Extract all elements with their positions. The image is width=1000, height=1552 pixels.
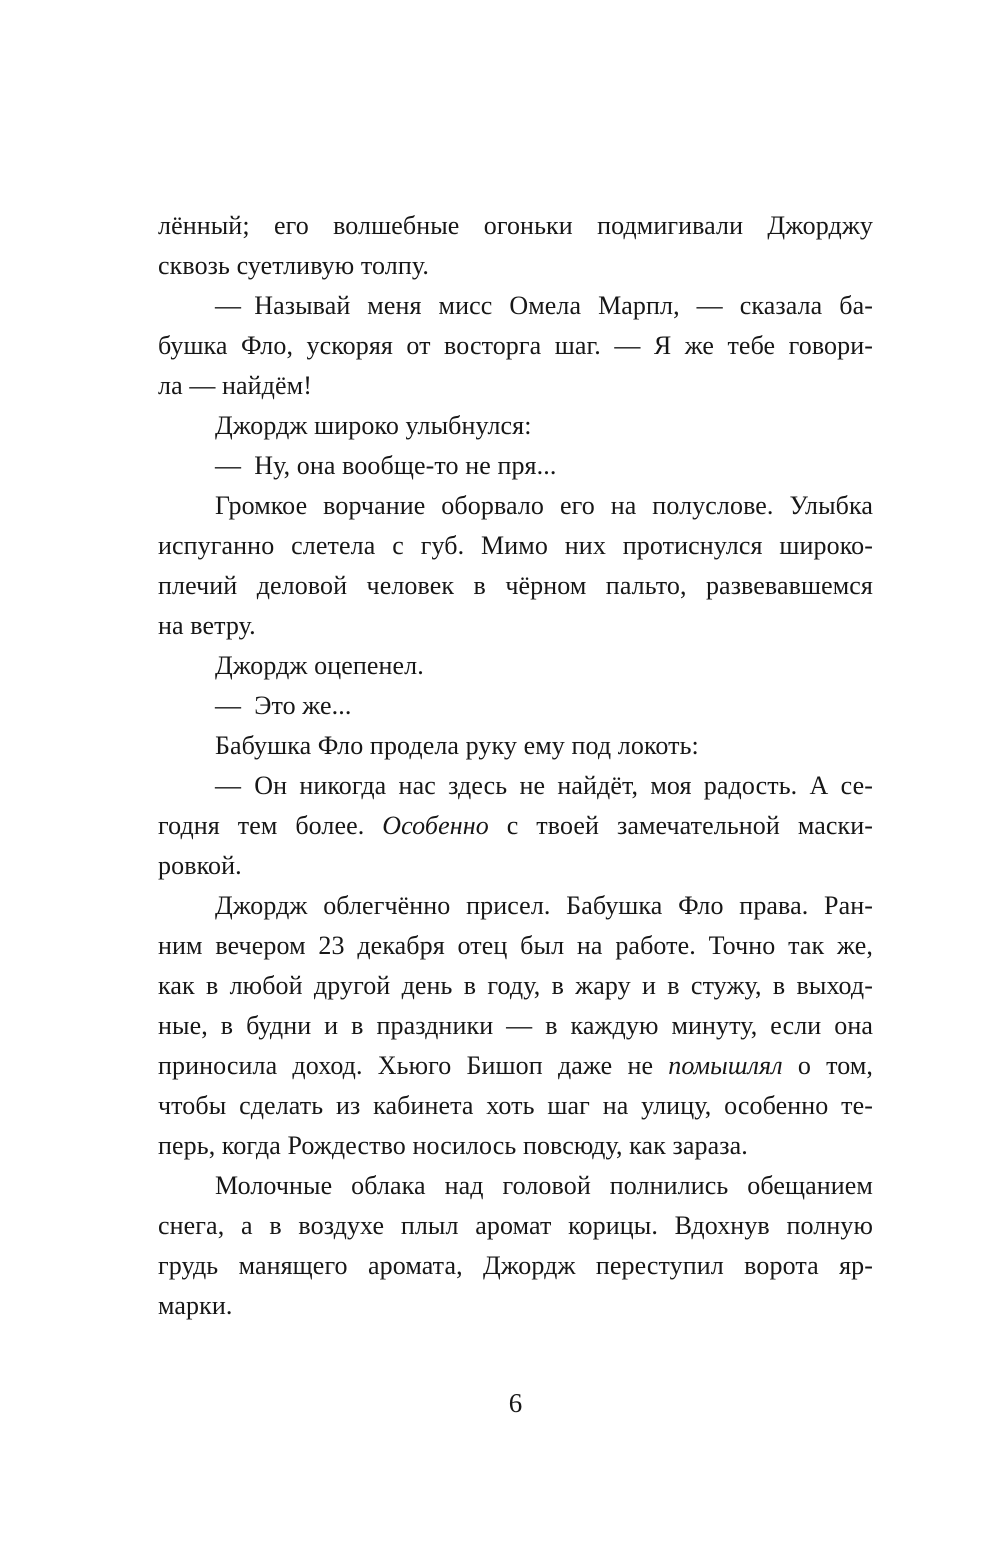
text-segment: чтобы сделать из кабинета хоть шаг на улицу, особенно те-	[158, 1091, 873, 1120]
text-segment: перь, когда Рождество носилось повсюду, как зараза.	[158, 1131, 748, 1160]
text-line	[158, 206, 873, 246]
text-line	[158, 1206, 873, 1246]
italic-text-segment: помышлял	[668, 1051, 783, 1080]
text-segment: — Это же...	[215, 691, 352, 720]
text-line	[158, 726, 873, 766]
text-segment: Джордж облегчённо присел. Бабушка Фло права. Ран-	[215, 891, 873, 920]
text-line	[158, 1166, 873, 1206]
text-segment: марки.	[158, 1291, 233, 1320]
text-segment: с твоей замечательной маски-	[488, 811, 873, 840]
text-segment: — Он никогда нас здесь не найдёт, моя радость. А се-	[215, 771, 873, 800]
text-line	[158, 1246, 873, 1286]
text-line	[158, 606, 873, 646]
italic-text-segment: Особенно	[382, 811, 489, 840]
text-line	[158, 406, 873, 446]
text-segment: годня тем более.	[158, 811, 383, 840]
text-segment: Джордж широко улыбнулся:	[215, 411, 532, 440]
text-segment: приносила доход. Хьюго Бишоп даже не	[158, 1051, 669, 1080]
text-line	[158, 366, 873, 406]
page-number: 6	[508, 1388, 523, 1418]
text-line	[158, 566, 873, 606]
text-line	[158, 446, 873, 486]
text-segment: ним вечером 23 декабря отец был на работе. Точно так же,	[158, 931, 873, 960]
text-line	[158, 646, 873, 686]
text-segment: — Называй меня мисс Омела Марпл, — сказала ба-	[215, 291, 873, 320]
text-segment: Молочные облака над головой полнились обещанием	[215, 1171, 873, 1200]
text-line	[158, 766, 873, 806]
text-segment: ровкой.	[158, 851, 242, 880]
text-line	[158, 686, 873, 726]
text-line	[158, 526, 873, 566]
text-line	[158, 1126, 873, 1166]
text-line	[158, 286, 873, 326]
text-segment: плечий деловой человек в чёрном пальто, развевавшемся	[158, 571, 873, 600]
text-line	[158, 486, 873, 526]
text-line	[158, 1286, 873, 1326]
text-segment: лённый; его волшебные огоньки подмигивали Джорджу	[158, 211, 873, 240]
text-segment: сквозь суетливую толпу.	[158, 251, 429, 280]
text-segment: ла — найдём!	[158, 371, 312, 400]
text-segment: грудь манящего аромата, Джордж переступил ворота яр-	[158, 1251, 873, 1280]
text-line	[158, 246, 873, 286]
text-segment: Джордж оцепенел.	[215, 651, 424, 680]
text-segment: о том,	[782, 1051, 873, 1080]
text-block	[158, 206, 873, 1326]
text-line	[158, 326, 873, 366]
text-line	[158, 1046, 873, 1086]
text-segment: ные, в будни и в праздники — в каждую минуту, если она	[158, 1011, 873, 1040]
text-segment: бушка Фло, ускоряя от восторга шаг. — Я же тебе говори-	[158, 331, 873, 360]
text-segment: Громкое ворчание оборвало его на полуслове. Улыбка	[215, 491, 873, 520]
text-segment: Бабушка Фло продела руку ему под локоть:	[215, 731, 699, 760]
text-segment: на ветру.	[158, 611, 256, 640]
text-line	[158, 926, 873, 966]
text-line	[158, 886, 873, 926]
text-segment: как в любой другой день в году, в жару и в стужу, в выход-	[158, 971, 873, 1000]
text-segment: снега, а в воздухе плыл аромат корицы. Вдохнув полную	[158, 1211, 873, 1240]
text-segment: испуганно слетела с губ. Мимо них протиснулся широко-	[158, 531, 873, 560]
text-line	[158, 806, 873, 846]
text-segment: — Ну, она вообще-то не пря...	[215, 451, 557, 480]
text-line	[158, 846, 873, 886]
text-line	[158, 966, 873, 1006]
text-line	[158, 1086, 873, 1126]
text-line	[158, 1006, 873, 1046]
